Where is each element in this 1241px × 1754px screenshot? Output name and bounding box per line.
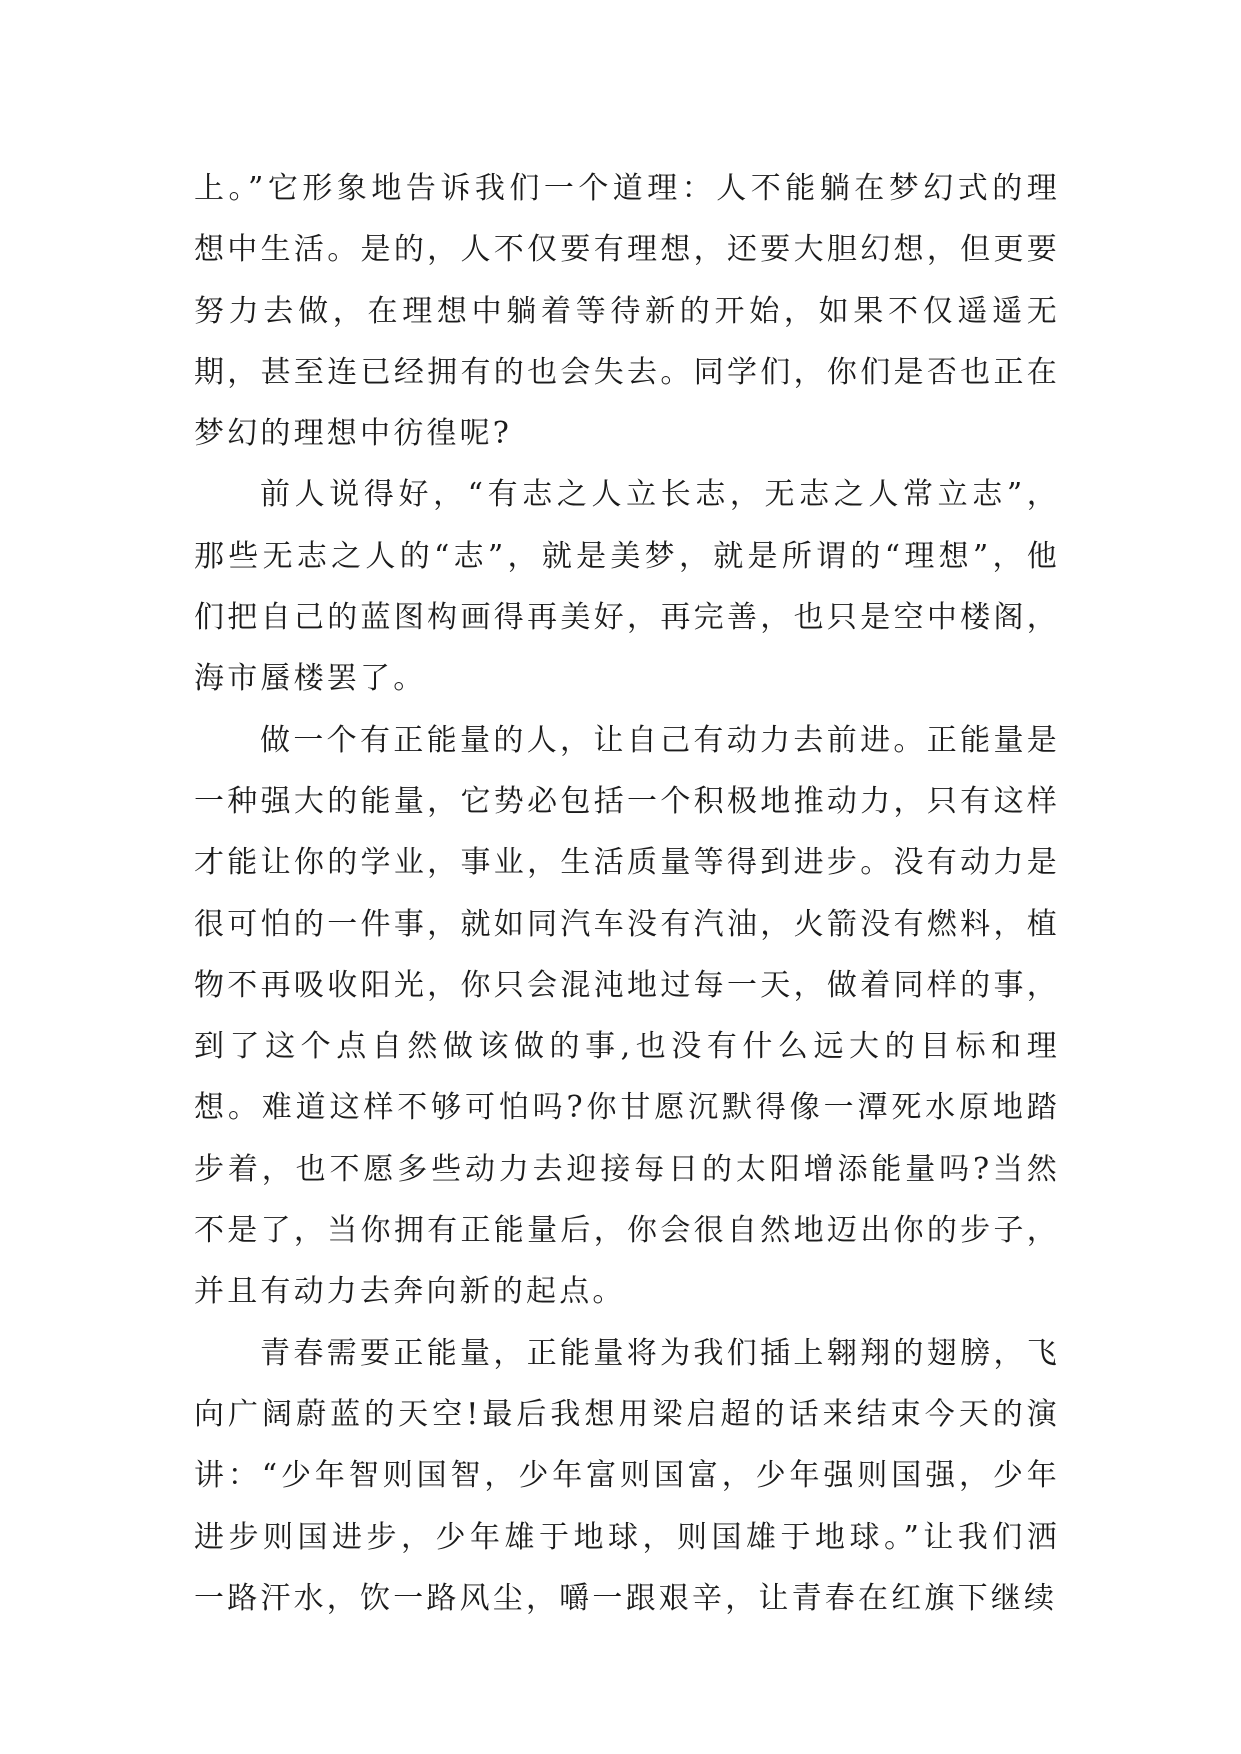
document-body <box>194 158 1060 1629</box>
paragraph-ambition: 前人说得好，“有志之人立长志，无志之人常立志”，那些无志之人的“志”，就是美梦，就是所谓的“理想”，他们把自己的蓝图构画得再美好，再完善，也只是空中楼阁，海市蜃楼罢了。 <box>194 477 1060 697</box>
paragraph-youth: 青春需要正能量，正能量将为我们插上翱翔的翅膀，飞向广阔蔚蓝的天空!最后我想用梁启超的话来结束今天的演讲：“少年智则国智，少年富则国富，少年强则国强，少年进步则国进步，少年雄于地球，则国雄于地球。”让我们洒一路汗水，饮一路风尘，嚼一跟艰辛，让青春在红旗下继续 <box>194 1335 1060 1616</box>
paragraph-positive-energy: 做一个有正能量的人，让自己有动力去前进。正能量是一种强大的能量，它势必包括一个积极地推动力，只有这样才能让你的学业，事业，生活质量等得到进步。没有动力是很可怕的一件事，就如同汽车没有汽油，火箭没有燃料，植物不再吸收阳光，你只会混沌地过每一天，做着同样的事，到了这个点自然做该做的事,也没有什么远大的目标和理想。难道这样不够可怕吗?你甘愿沉默得像一潭死水原地踏步着，也不愿多些动力去迎接每日的太阳增添能量吗?当然不是了，当你拥有正能量后，你会很自然地迈出你的步子，并且有动力去奔向新的起点。 <box>194 722 1060 1310</box>
paragraph-continuation: 上。”它形象地告诉我们一个道理：人不能躺在梦幻式的理想中生活。是的，人不仅要有理想，还要大胆幻想，但更要努力去做，在理想中躺着等待新的开始，如果不仅遥遥无期，甚至连已经拥有的也会失去。同学们，你们是否也正在梦幻的理想中彷徨呢? <box>194 171 1060 452</box>
